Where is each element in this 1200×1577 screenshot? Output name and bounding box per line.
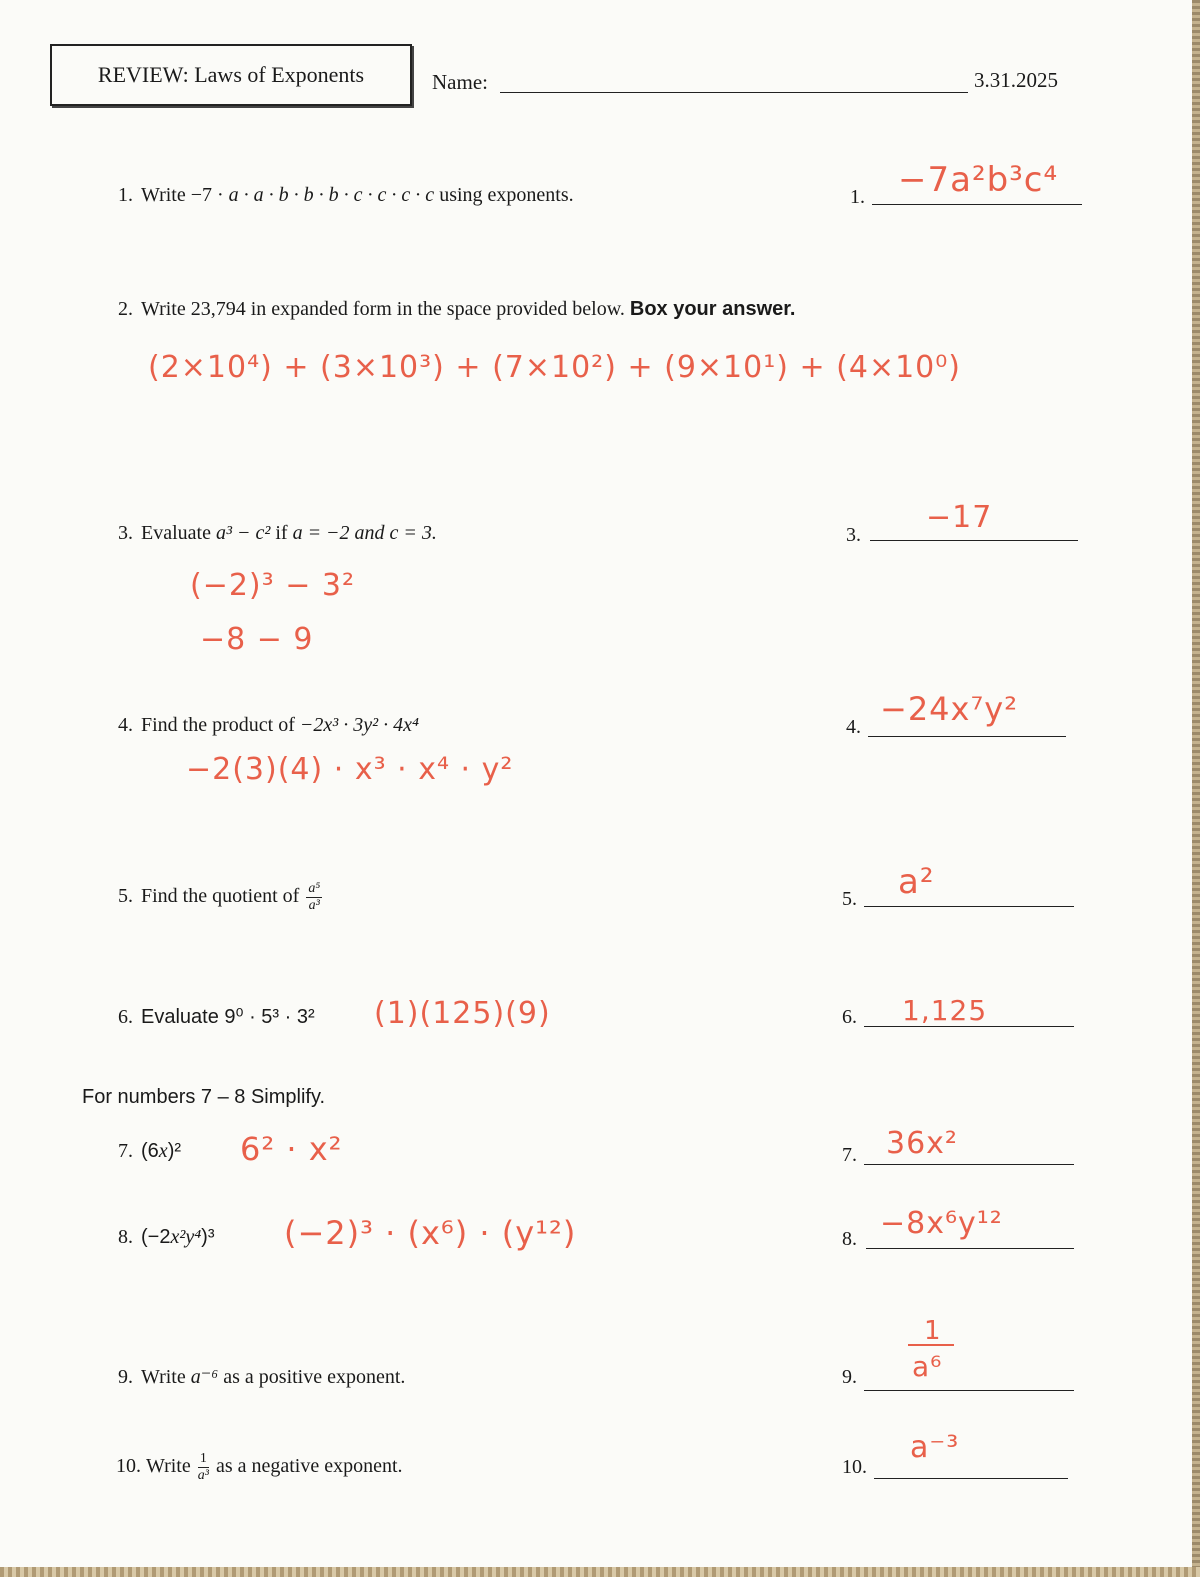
- answer-number-8: 8.: [842, 1228, 857, 1250]
- paper-bottom-edge: [0, 1567, 1200, 1577]
- worksheet-date: 3.31.2025: [974, 68, 1058, 92]
- handwritten-answer-4: −24x⁷y²: [880, 690, 1019, 728]
- handwritten-work-3a: (−2)³ − 3²: [190, 568, 355, 603]
- answer-number-10: 10.: [842, 1456, 867, 1478]
- answer-number-5: 5.: [842, 888, 857, 910]
- question-10: 10. Write $\frac{1}{\text{a³}}$ as a negative exponent.: [116, 1451, 403, 1483]
- fraction-1-over-a3: $\frac{1}{\text{a³}}$: [197, 1451, 209, 1483]
- question-2: 2. Write 23,794 in expanded form in the space provided below. Box your answer.: [118, 298, 796, 320]
- question-1: 1. Write −7 · a · a · b · b · b · c · c · c · c using exponents.: [118, 184, 574, 206]
- question-3: 3. Evaluate a³ − c² if a = −2 and c = 3.: [118, 522, 437, 544]
- handwritten-answer-9-denominator: a⁶: [912, 1350, 943, 1383]
- handwritten-answer-3: −17: [926, 500, 993, 535]
- question-7: 7. (6x)²: [118, 1140, 182, 1162]
- answer-line-9[interactable]: [864, 1390, 1074, 1391]
- handwritten-answer-1: −7a²b³c⁴: [898, 160, 1059, 200]
- handwritten-fraction-bar-9: [908, 1344, 954, 1346]
- answer-number-4: 4.: [846, 716, 861, 738]
- answer-number-3: 3.: [846, 524, 861, 546]
- answer-line-1[interactable]: [872, 204, 1082, 205]
- answer-line-10[interactable]: [874, 1478, 1068, 1479]
- handwritten-work-3b: −8 − 9: [200, 622, 314, 657]
- handwritten-work-4: −2(3)(4) · x³ · x⁴ · y²: [186, 752, 514, 787]
- answer-line-3[interactable]: [870, 540, 1078, 541]
- handwritten-answer-5: a²: [898, 862, 935, 902]
- fraction-a5-over-a3: $\frac{\text{a⁵}}{\text{a³}}$: [308, 881, 321, 913]
- handwritten-answer-7: 36x²: [886, 1126, 958, 1161]
- handwritten-answer-6: 1,125: [902, 994, 988, 1027]
- answer-line-7[interactable]: [864, 1164, 1074, 1165]
- answer-line-4[interactable]: [868, 736, 1066, 737]
- answer-line-8[interactable]: [866, 1248, 1074, 1249]
- handwritten-work-8: (−2)³ · (x⁶) · (y¹²): [284, 1214, 577, 1252]
- answer-number-1: 1.: [850, 186, 865, 208]
- question-5: 5. Find the quotient of $\frac{\text{a⁵}}{\text{a³}}$: [118, 881, 321, 913]
- handwritten-answer-9-numerator: 1: [924, 1316, 942, 1346]
- name-label: Name:: [432, 70, 488, 94]
- question-9: 9. Write a⁻⁶ as a positive exponent.: [118, 1366, 406, 1388]
- handwritten-work-7: 6² · x²: [240, 1130, 343, 1168]
- paper-edge: [1192, 0, 1200, 1577]
- question-8: 8. (−2x²y⁴)³: [118, 1226, 215, 1248]
- answer-number-9: 9.: [842, 1366, 857, 1388]
- question-6: 6. Evaluate 9⁰ · 5³ · 3²: [118, 1006, 315, 1028]
- answer-number-7: 7.: [842, 1144, 857, 1166]
- worksheet-title: REVIEW: Laws of Exponents: [50, 44, 412, 106]
- question-4: 4. Find the product of −2x³ · 3y² · 4x⁴: [118, 714, 419, 736]
- name-field-line[interactable]: [500, 92, 968, 93]
- handwritten-work-6: (1)(125)(9): [374, 996, 551, 1031]
- section-note: For numbers 7 – 8 Simplify.: [82, 1086, 326, 1108]
- answer-line-5[interactable]: [864, 906, 1074, 907]
- answer-number-6: 6.: [842, 1006, 857, 1028]
- handwritten-answer-10: a⁻³: [910, 1430, 960, 1465]
- handwritten-work-2: (2×10⁴) + (3×10³) + (7×10²) + (9×10¹) + (4×10⁰): [148, 350, 961, 385]
- handwritten-answer-8: −8x⁶y¹²: [880, 1206, 1003, 1241]
